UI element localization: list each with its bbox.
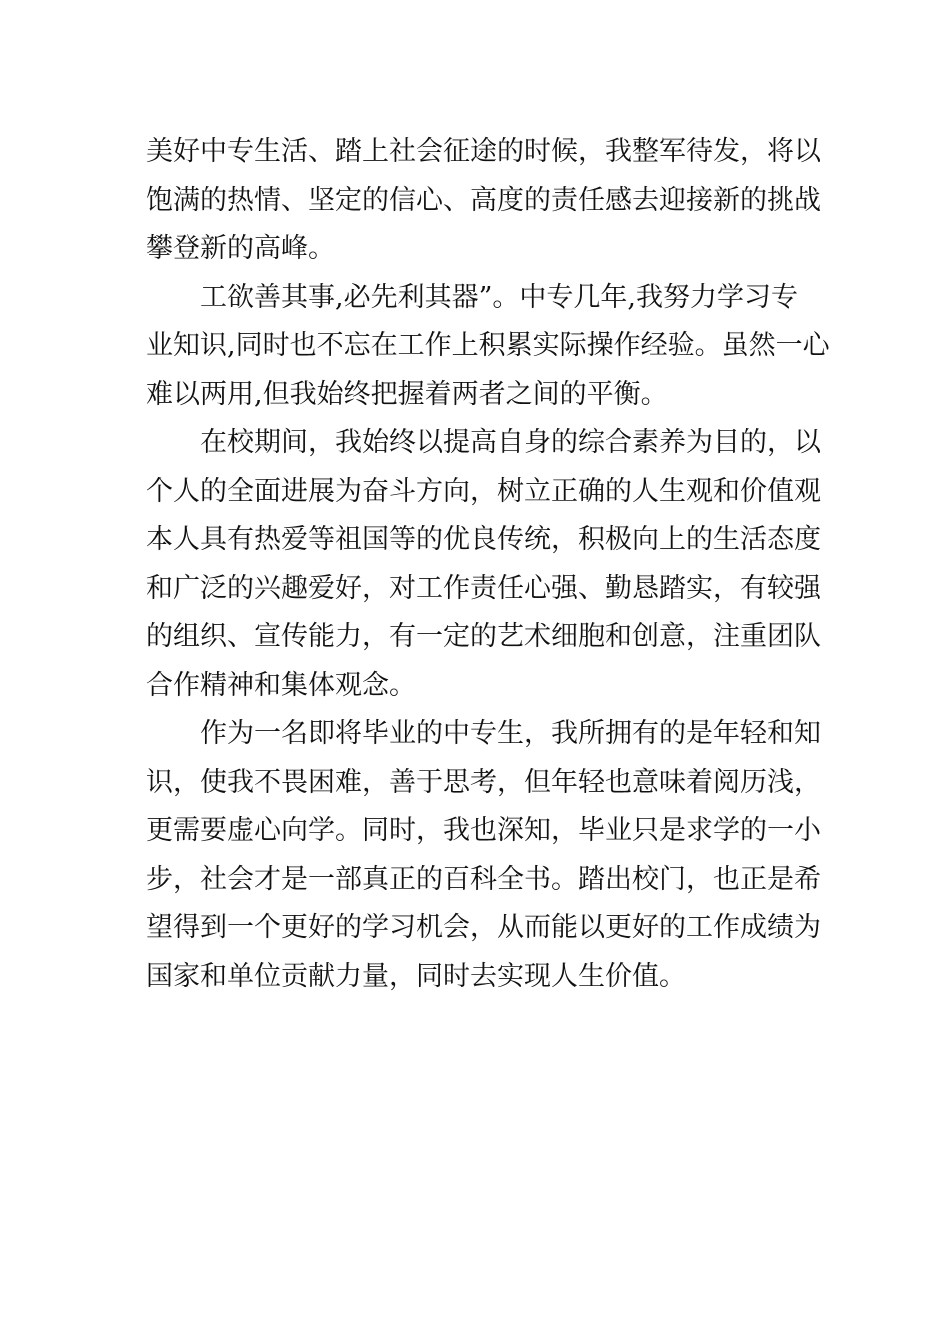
- paragraph-line: 本人具有热爱等祖国等的优良传统，积极向上的生活态度: [146, 524, 821, 555]
- paragraph-line: 更需要虚心向学。同时，我也深知，毕业只是求学的一小: [146, 815, 821, 846]
- paragraph-1: [146, 128, 821, 274]
- paragraph-2: [146, 274, 830, 420]
- paragraph-line: 业知识,同时也不忘在工作上积累实际操作经验。虽然一心: [146, 330, 830, 361]
- paragraph-line: 个人的全面进展为奋斗方向，树立正确的人生观和价值观: [146, 475, 821, 507]
- paragraph-line: 国家和单位贡献力量，同时去实现人生价值。: [146, 960, 686, 992]
- paragraph-line: 攀登新的高峰。: [146, 233, 335, 264]
- paragraph-line: 步，社会才是一部真正的百科全书。踏出校门，也正是希: [146, 863, 821, 895]
- paragraph-4: [146, 710, 821, 1001]
- paragraph-line: 的组织、宣传能力，有一定的艺术细胞和创意，注重团队: [146, 621, 821, 652]
- paragraph-3: [146, 419, 821, 710]
- paragraph-line: 美好中专生活、踏上社会征途的时候，我整军待发，将以: [146, 136, 821, 167]
- paragraph-line: 识，使我不畏困难，善于思考，但年轻也意味着阅历浅，: [146, 766, 821, 798]
- paragraph-line: 饱满的热情、坚定的信心、高度的责任感去迎接新的挑战: [146, 184, 821, 216]
- paragraph-line: 望得到一个更好的学习机会，从而能以更好的工作成绩为: [146, 912, 821, 943]
- paragraph-first-line: 作为一名即将毕业的中专生，我所拥有的是年轻和知: [200, 718, 821, 749]
- document-body: [146, 128, 830, 1001]
- paragraph-line: 和广泛的兴趣爱好，对工作责任心强、勤恳踏实，有较强: [146, 572, 821, 604]
- paragraph-line: 合作精神和集体观念。: [146, 669, 416, 701]
- paragraph-line: 难以两用,但我始终把握着两者之间的平衡。: [146, 378, 668, 410]
- paragraph-first-line: 在校期间，我始终以提高自身的综合素养为目的，以: [200, 427, 821, 458]
- paragraph-first-line: 工欲善其事,必先利其器”。中专几年,我努力学习专: [200, 281, 798, 313]
